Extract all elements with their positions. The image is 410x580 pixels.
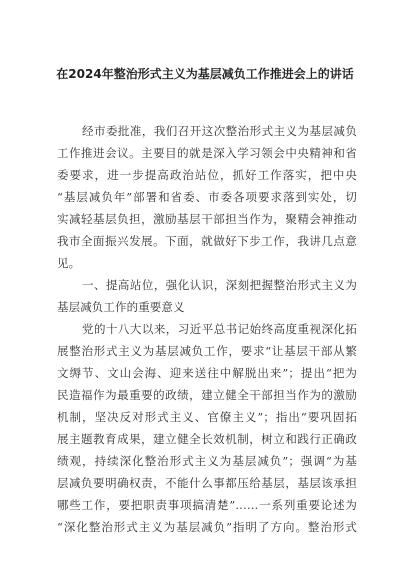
paragraph-line: 民造福作为最重要的政绩，建立健全干部担当作为的激励 — [57, 388, 357, 402]
paragraph-line: 展主题教育成果，建立健全长效机制，树立和践行正确政 — [57, 432, 357, 446]
paragraph-line: 见。 — [57, 256, 81, 270]
paragraph-line: 工作推进会议。主要目的就是深入学习领会中央精神和省 — [57, 146, 357, 160]
paragraph-line: 委要求，进一步提高政治站位，抓好工作落实，把中央 — [57, 168, 357, 182]
paragraph-line: 文缛节、文山会海、迎来送往中解脱出来”；提出“把为 — [57, 366, 357, 380]
section-heading-line: 基层减负工作的重要意义 — [57, 300, 185, 314]
paragraph-line: 实减轻基层负担，激励基层干部担当作为，聚精会神推动 — [57, 212, 357, 226]
paragraph-line: 展整治形式主义为基层减负工作，要求“让基层干部从繁 — [57, 344, 357, 358]
paragraph-line: 我市全面振兴发展。下面，就做好下步工作，我讲几点意 — [57, 234, 357, 248]
paragraph-line: 绩观，持续深化整治形式主义为基层减负”；强调“为基 — [57, 454, 357, 468]
paragraph-line: 党的十八大以来，习近平总书记始终高度重视深化拓 — [82, 322, 357, 336]
paragraph-line: 层减负要明确权责，不能什么事都压给基层，基层该承担 — [57, 476, 357, 490]
paragraph-line: 哪些工作，要把职责事项搞清楚”……一系列重要论述为 — [57, 498, 357, 512]
paragraph-line: 经市委批准，我们召开这次整治形式主义为基层减负 — [82, 124, 357, 138]
paragraph-line: 机制，坚决反对形式主义、官僚主义”；指出“要巩固拓 — [57, 410, 357, 424]
document-title: 在2024年整治形式主义为基层减负工作推进会上的讲话 — [56, 67, 354, 81]
paragraph-line: “基层减负年”部署和省委、市委各项要求落到实处，切 — [57, 190, 357, 204]
paragraph-line: “深化整治形式主义为基层减负”指明了方向。整治形式 — [57, 520, 357, 534]
section-heading-line: 一、提高站位，强化认识，深刻把握整治形式主义为 — [82, 278, 357, 292]
